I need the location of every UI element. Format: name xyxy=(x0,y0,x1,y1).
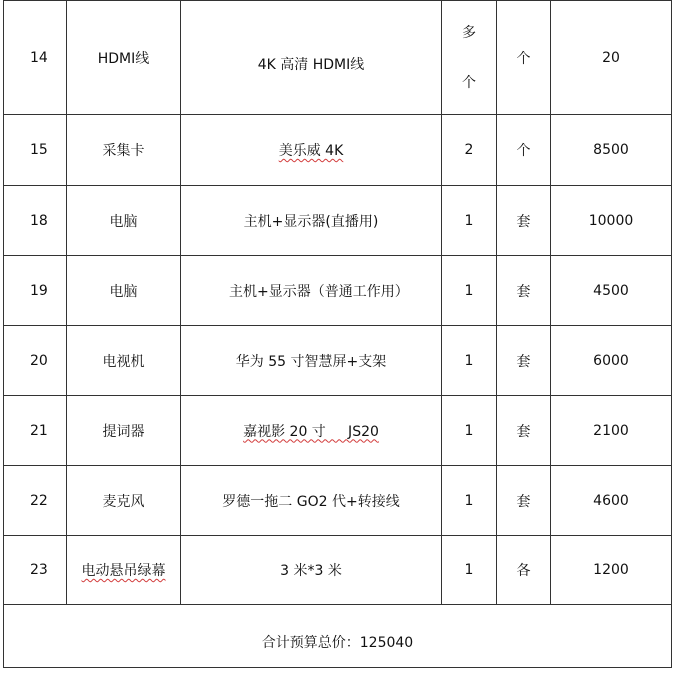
cell-item-spec: 3 米*3 米 xyxy=(280,563,342,579)
name-text: 电动悬吊绿幕 xyxy=(81,563,166,579)
cell-item-spec xyxy=(181,396,441,465)
cell-item-name: 电视机 xyxy=(102,353,145,370)
cell-item-no: 15 xyxy=(30,142,48,158)
cell-item-qty: 1 xyxy=(464,492,474,509)
cell-item-qty: 2 xyxy=(464,142,474,158)
cell-item-no: 21 xyxy=(30,422,48,439)
cell-item-spec: 华为 55 寸智慧屏+支架 xyxy=(235,353,387,370)
cell-item-spec: 主机+显示器(直播用) xyxy=(243,213,379,230)
cell-item-name: 麦克风 xyxy=(102,493,145,510)
cell-item-no: 14 xyxy=(30,49,48,66)
cell-item-qty: 1 xyxy=(464,282,474,299)
spec-text: 美乐威 4K xyxy=(278,143,344,159)
cell-item-unit: 套 xyxy=(516,423,531,440)
cell-item-price: 2100 xyxy=(593,422,629,439)
cell-item-qty: 1 xyxy=(464,212,474,229)
cell-item-price: 1200 xyxy=(593,562,629,578)
cell-item-qty: 1 xyxy=(464,422,474,439)
cell-item-name: HDMI线 xyxy=(97,50,150,67)
qty-part: 个 xyxy=(462,74,476,91)
cell-item-price: 4500 xyxy=(593,282,629,299)
cell-item-no: 20 xyxy=(30,352,48,369)
cell-item-price: 8500 xyxy=(593,142,629,158)
cell-item-no: 22 xyxy=(30,492,48,509)
cell-item-name: 电脑 xyxy=(109,283,138,300)
cell-item-no: 19 xyxy=(30,282,48,299)
cell-item-no: 23 xyxy=(30,562,48,578)
cell-item-spec: 罗德一拖二 GO2 代+转接线 xyxy=(222,493,400,510)
cell-item-name: 电脑 xyxy=(109,213,138,230)
cell-item-spec: 4K 高清 HDMI线 xyxy=(257,57,365,73)
table-border-right xyxy=(671,0,672,668)
qty-part: 多 xyxy=(462,24,476,41)
cell-item-price: 20 xyxy=(602,49,620,66)
total-budget: 合计预算总价：125040 xyxy=(261,635,414,651)
cell-item-spec: 主机+显示器（普通工作用） xyxy=(229,283,409,300)
cell-item-unit: 个 xyxy=(516,50,531,67)
cell-item-spec xyxy=(181,115,441,185)
cell-item-unit: 个 xyxy=(516,143,531,159)
spec-text: 嘉视影 20 寸 JS20 xyxy=(243,423,379,440)
cell-item-unit: 套 xyxy=(516,213,531,230)
table-border-bottom xyxy=(3,667,672,668)
cell-item-qty: 1 xyxy=(464,352,474,369)
cell-item-no: 18 xyxy=(30,212,48,229)
cell-item-name xyxy=(67,536,180,604)
cell-item-unit: 套 xyxy=(516,353,531,370)
budget-table xyxy=(3,0,672,668)
cell-item-price: 10000 xyxy=(588,212,634,229)
cell-item-unit: 套 xyxy=(516,493,531,510)
cell-item-unit: 套 xyxy=(516,283,531,300)
cell-item-qty: 1 xyxy=(464,562,474,578)
cell-item-unit: 各 xyxy=(516,563,531,579)
cell-item-name: 提词器 xyxy=(102,423,145,440)
cell-item-price: 6000 xyxy=(593,352,629,369)
cell-item-qty xyxy=(442,1,496,114)
cell-item-price: 4600 xyxy=(593,492,629,509)
cell-item-name: 采集卡 xyxy=(102,143,145,159)
